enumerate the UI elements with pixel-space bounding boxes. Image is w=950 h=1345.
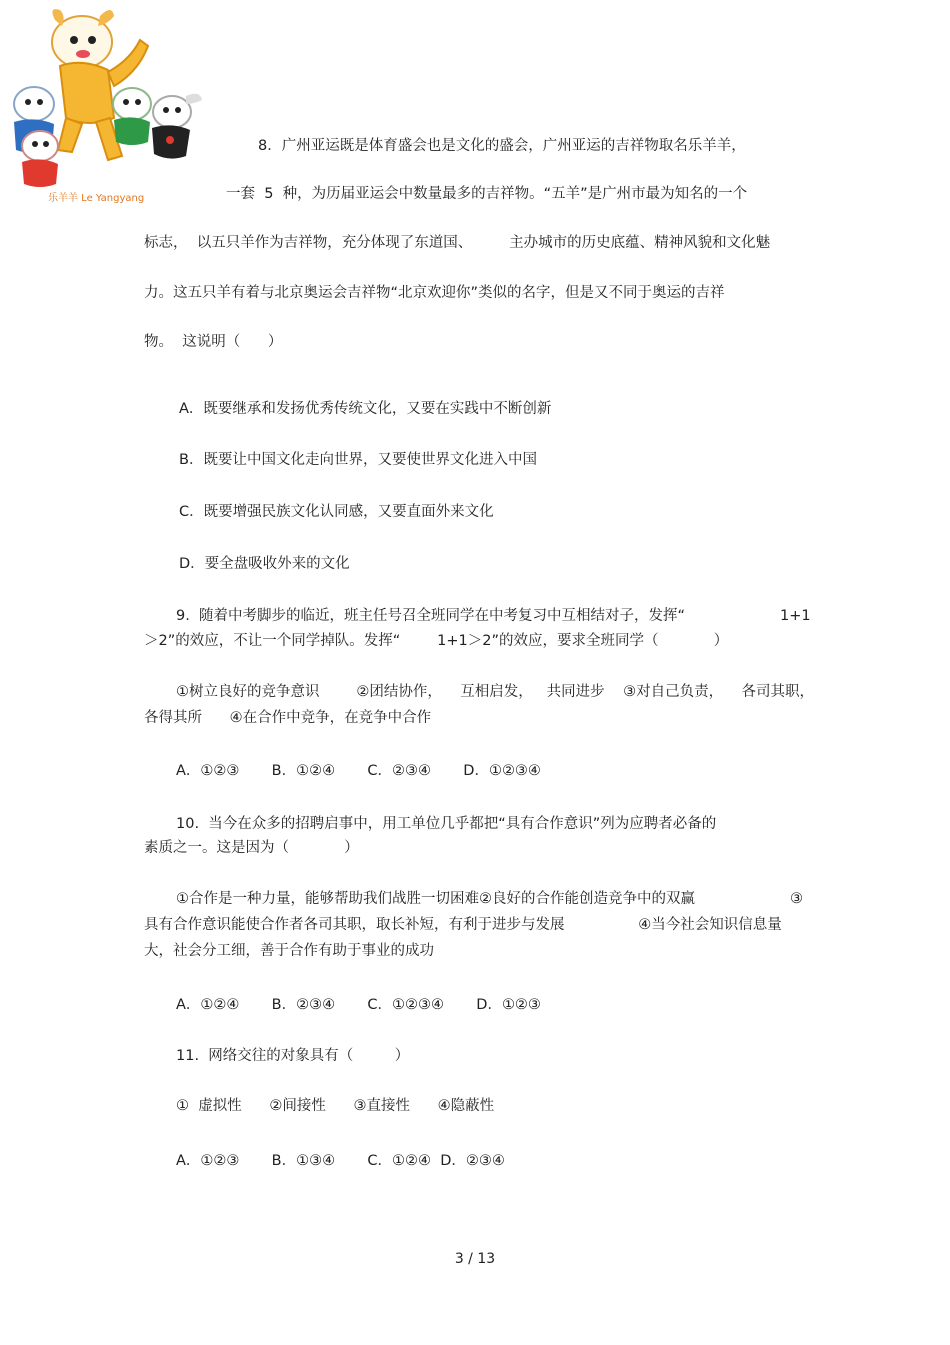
q8-line-1: 8．广州亚运既是体育盛会也是文化的盛会，广州亚运的吉祥物取名乐羊羊， [258, 138, 746, 154]
q9-statements-1: ①树立良好的竞争意识 ②团结协作， 互相启发， 共同进步 ③对自己负责， 各司其职， [176, 684, 815, 700]
q8-line-4: 力。这五只羊有着与北京奥运会吉祥物“北京欢迎你”类似的名字，但是又不同于奥运的吉祥 [144, 285, 725, 301]
logo-caption: 乐羊羊 Le Yangyang [48, 193, 145, 204]
q8-option-d: D．要全盘吸收外来的文化 [179, 556, 350, 572]
q9-line-1-tail: 1+1 [780, 608, 811, 624]
q10-statements-1: ①合作是一种力量，能够帮助我们战胜一切困难②良好的合作能创造竞争中的双赢 [176, 891, 695, 907]
q8-option-c: C．既要增强民族文化认同感，又要直面外来文化 [179, 504, 494, 520]
q10-options: A．①②④ B．②③④ C．①②③④ D．①②③ [176, 997, 541, 1013]
q9-line-2: ＞2”的效应，不让一个同学掉队。发挥“ 1+1＞2”的效应，要求全班同学（ ） [144, 633, 729, 649]
q10-statements-3: 大，社会分工细，善于合作有助于事业的成功 [144, 943, 434, 959]
q8-line-5: 物。 这说明（ ） [144, 334, 283, 350]
black-goat-icon [152, 94, 202, 159]
q10-statements-1-tail: ③ [790, 891, 803, 907]
q8-option-b: B．既要让中国文化走向世界，又要使世界文化进入中国 [179, 452, 537, 468]
page-number: 3 / 13 [454, 1251, 496, 1267]
q9-options: A．①②③ B．①②④ C．②③④ D．①②③④ [176, 763, 541, 779]
q8-line-2: 一套 5 种，为历届亚运会中数量最多的吉祥物。“五羊”是广州市最为知名的一个 [226, 186, 748, 202]
q9-statements-2: 各得其所 ④在合作中竞争，在竞争中合作 [144, 710, 432, 726]
q11-line-1: 11. 网络交往的对象具有（ ） [176, 1048, 410, 1064]
q8-option-a: A．既要继承和发扬优秀传统文化，又要在实践中不断创新 [179, 401, 552, 417]
green-goat-icon [113, 88, 151, 145]
q9-line-1: 9. 随着中考脚步的临近，班主任号召全班同学在中考复习中互相结对子，发挥“ [176, 608, 686, 624]
q10-line-1: 10. 当今在众多的招聘启事中，用工单位几乎都把“具有合作意识”列为应聘者必备的 [176, 816, 717, 832]
lucky-goats-mascot-logo [0, 0, 215, 210]
q10-statements-2: 具有合作意识能使合作者各司其职，取长补短，有利于进步与发展 ④当今社会知识信息量 [144, 917, 782, 933]
q11-statements: ① 虚拟性 ②间接性 ③直接性 ④隐蔽性 [176, 1098, 495, 1114]
red-goat-icon [22, 131, 58, 187]
q8-line-3: 标志， 以五只羊作为吉祥物，充分体现了东道国、 主办城市的历史底蕴、精神风貌和文化魅 [144, 235, 771, 251]
q11-options: A．①②③ B．①③④ C．①②④ D．②③④ [176, 1153, 505, 1169]
q10-line-2: 素质之一。这是因为（ ） [144, 840, 359, 856]
